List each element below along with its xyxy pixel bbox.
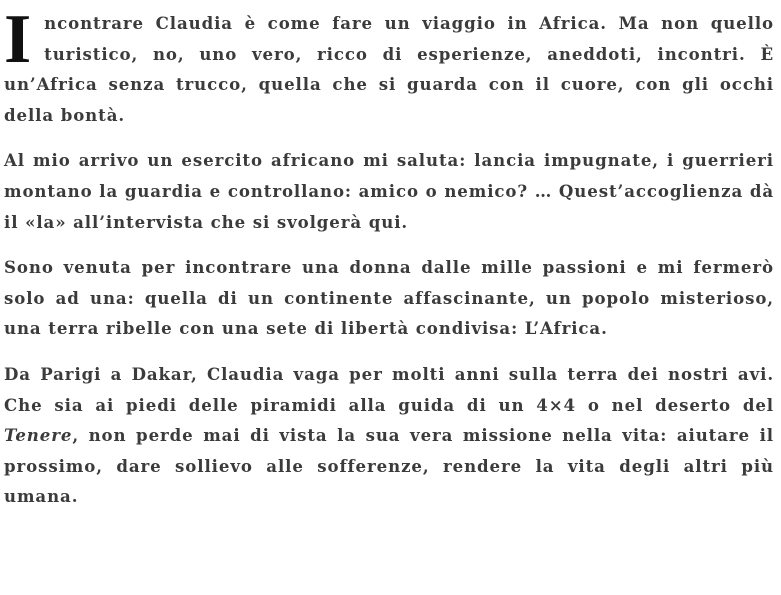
paragraph-4-text-start: Da Parigi a Dakar, Claudia vaga per molti anni sulla terra dei nostri avi. Che sia ai piedi delle piramidi alla guida di un 4×4 o nel deserto del — [4, 363, 774, 415]
paragraph-4 — [4, 359, 774, 512]
paragraph-3-text: Sono venuta per incontrare una donna dalle mille passioni e mi fermerò solo ad una: quella di un continente affascinante, un popolo misterioso, una terra ribelle con una sete di libertà condivisa: L’Africa. — [4, 257, 774, 339]
paragraph-2-text: Al mio arrivo un esercito africano mi saluta: lancia impugnate, i guerrieri montano la guardia e controllano: amico o nemico? … Quest’accoglienza dà il «la» all’intervista che si svolgerà qui. — [4, 150, 774, 232]
paragraph-1-text: ncontrare Claudia è come fare un viaggio in Africa. Ma non quello turistico, no, uno vero, ricco di esperienze, aneddoti, incontri. È un’Africa senza trucco, quella che si guarda con il cuore, con gli occhi della bontà. — [4, 13, 774, 125]
paragraph-2 — [4, 145, 774, 237]
paragraph-4-text-end: , non perde mai di vista la sua vera missione nella vita: aiutare il prossimo, dare sollievo alle sofferenze, rendere la vita degli altri più umana. — [4, 425, 774, 507]
paragraph-4-italic-place: Tenere — [4, 425, 73, 446]
article-body — [4, 1, 774, 512]
paragraph-1 — [4, 1, 774, 130]
paragraph-3 — [4, 252, 774, 344]
drop-cap: I — [4, 1, 33, 78]
